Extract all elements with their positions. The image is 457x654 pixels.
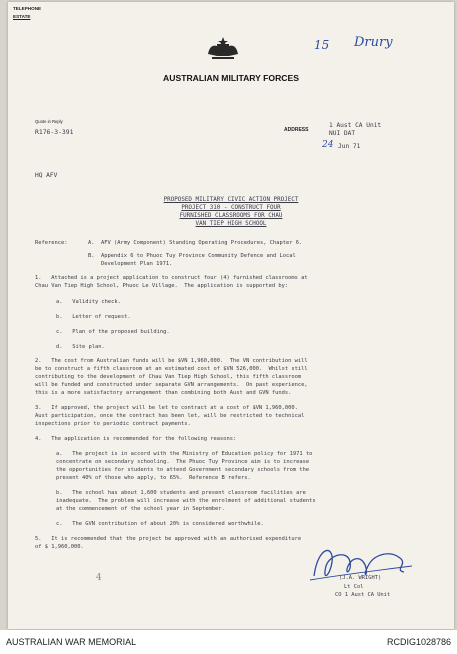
para1-line: 1. Attached is a project application to construct four (4) furnished classrooms at [35,275,308,281]
archive-name: AUSTRALIAN WAR MEMORIAL [6,637,137,647]
subject-line: FURNISHED CLASSROOMS FOR CHAU [179,213,283,219]
para3-line: inspections prior to periodic contract payments. [35,421,191,427]
archive-id: RCDIG1028786 [386,637,451,647]
organization-name: AUSTRALIAN MILITARY FORCES [163,73,299,83]
quote-label: Quote in Reply [35,119,63,124]
para4-line: a. The project is in accord with the Ministry of Education policy for 1971 to [56,451,313,457]
para2-line: will be funded and constructed under separate GVN arrangements. On past experience, [35,382,308,388]
recipient: HQ AFV [35,172,58,179]
para4-line: present 40% of those who apply, to 65%. Reference B refers. [56,475,251,481]
para4-line: concentrate on secondary schooling. The Phuoc Tuy Province aim is to increase [56,459,310,465]
letter-date: Jun 71 [338,143,361,150]
signatory-rank: Lt Col [344,584,364,590]
para4-line: 4. The application is recommended for the following reasons: [35,436,237,442]
subject-line: PROPOSED MILITARY CIVIC ACTION PROJECT [163,197,299,203]
para5-line: of $ 1,960,000. [35,544,84,550]
para4-line: the opportunities for students to attend Government secondary schools from the [56,467,310,473]
para1-item: b. Letter of request. [56,314,131,320]
para3-line: 3. If approved, the project will be let to contract at a cost of $VN 1,960,000. [35,405,298,411]
para4-line: inadequate. The problem will increase with the enrolment of additional students [56,498,316,504]
date-day-handwritten: 24 [322,140,334,150]
para2-line: this is a more satisfactory arrangement than combining both Aust and GVN funds. [35,390,292,396]
reference-b-line: Development Plan 1971. [88,261,173,267]
reference-a: A. AFV (Army Component) Standing Operating Procedures, Chapter 6. [88,240,303,246]
telephone-label: TELEPHONE [13,6,42,11]
address-label: ADDRESS [284,127,309,133]
document-page [8,2,454,629]
para2-line: 2. The cost from Australian funds will be $VN 1,960,000. The VN contribution will [35,358,308,364]
reference-label: Reference: [35,240,68,246]
subject-line: PROJECT 310 - CONSTRUCT FOUR [181,205,281,211]
para4-line: b. The school has about 1,600 students and present classroom facilities are [56,490,306,496]
para1-item: c. Plan of the proposed building. [56,329,170,335]
subject-line: VAN TIEP HIGH SCHOOL [195,221,267,227]
subject-block [8,196,454,228]
archive-footer [0,630,457,654]
signatory-unit: CO 1 Aust CA Unit [335,592,391,598]
para4-line: c. The GVN contribution of about 20% is considered worthwhile. [56,521,264,527]
address-line-2: NUI DAT [329,130,356,137]
para3-line: Aust participation, once the contract has been let, will be restricted to technical [35,413,305,419]
para2-line: be to construct a fifth classroom at an estimated cost of $VN 526,000. Whilst still [35,366,308,372]
reference-b-line: B. Appendix 6 to Phuoc Tuy Province Community Defence and Local [88,253,296,259]
handwritten-note-number: 15 [314,38,330,52]
para1-item: d. Site plan. [56,344,105,350]
para1-item: a. Validity check. [56,299,121,305]
margin-mark: 4 [96,573,102,583]
estate-label: ESTATE [13,14,31,19]
para4-line: at the commencement of the school year in September. [56,506,225,512]
handwritten-note-name: Drury [354,35,393,50]
reference-number: R176-3-391 [35,128,74,136]
address-line-1: 1 Aust CA Unit [329,122,382,129]
signatory-name: (J.A. WRIGHT) [339,575,382,581]
para1-line: Chau Van Tiep High School, Phuoc Le Village. The application is supported by: [35,283,289,289]
coat-of-arms-icon [206,36,240,62]
para2-line: contributing to the development of Chau Van Tiep High School, this fifth classroom [35,374,302,380]
para5-line: 5. It is recommended that the project be approved with an authorised expenditure [35,536,302,542]
